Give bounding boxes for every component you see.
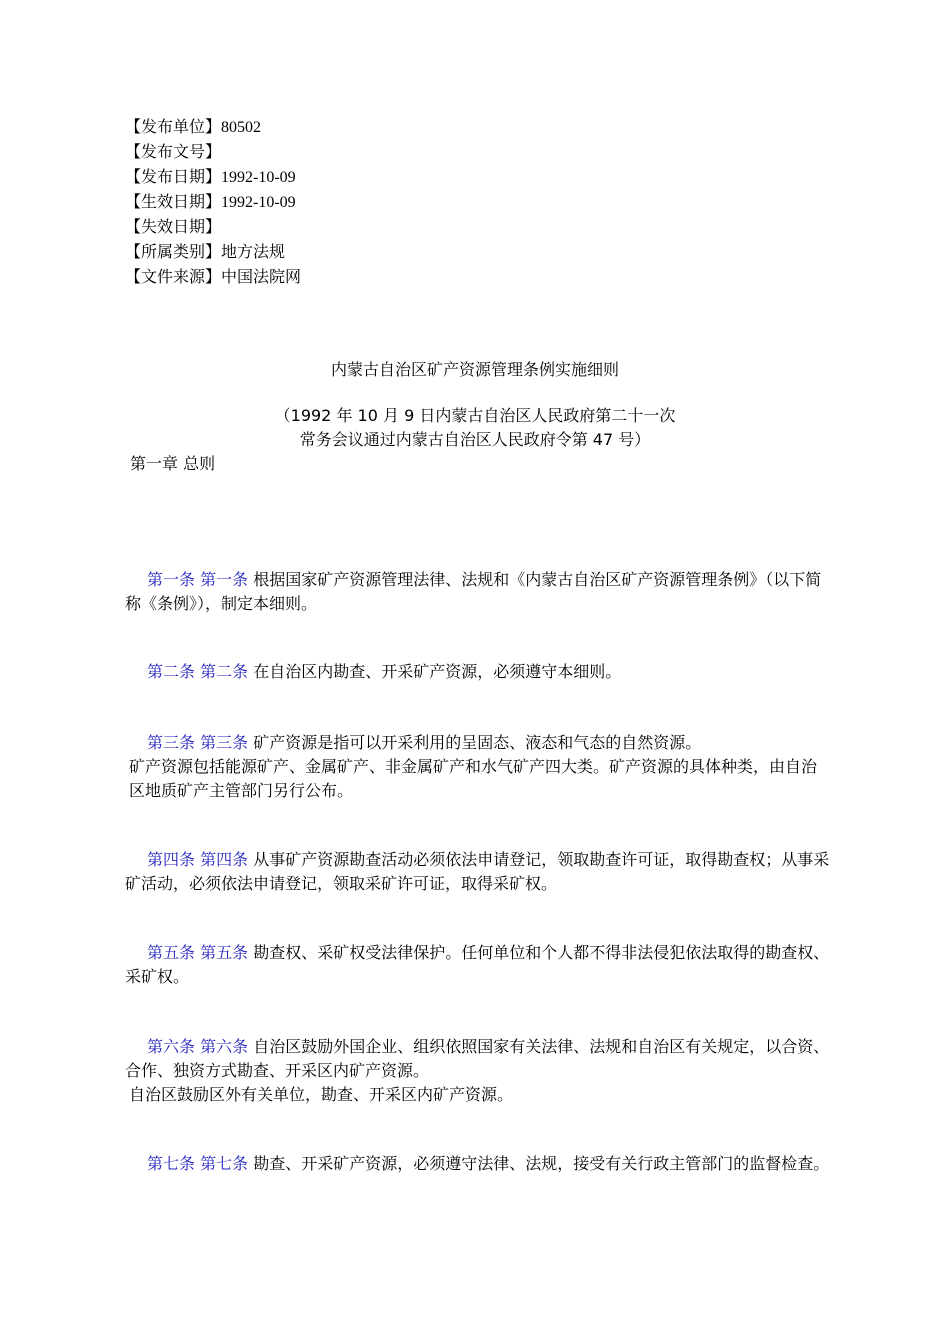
article-link[interactable]: 第三条: [147, 733, 196, 752]
chapter-heading: 第一章 总则: [130, 454, 216, 473]
meta-effective-date: 【生效日期】1992-10-09: [125, 192, 296, 211]
article-link[interactable]: 第六条: [147, 1037, 196, 1056]
article-link[interactable]: 第七条: [200, 1154, 249, 1173]
article-extra-paragraph: 自治区鼓励区外有关单位，勘查、开采区内矿产资源。: [129, 1085, 514, 1104]
article-5: [125, 941, 830, 989]
article-1: [125, 568, 830, 616]
article-4: [125, 848, 830, 896]
article-link[interactable]: 第七条: [147, 1154, 196, 1173]
meta-expiry-date: 【失效日期】: [125, 217, 222, 236]
article-link[interactable]: 第一条: [147, 570, 196, 589]
article-link[interactable]: 第五条: [200, 943, 249, 962]
meta-source: 【文件来源】中国法院网: [125, 267, 302, 286]
document-title: 内蒙古自治区矿产资源管理条例实施细则: [330, 360, 619, 379]
document-subtitle-line1: （1992 年 10 月 9 日内蒙古自治区人民政府第二十一次: [274, 406, 676, 425]
article-text: 从事矿产资源勘查活动必须依法申请登记，领取勘查许可证，取得勘查权；从事采矿活动，必须依法申请登记，领取采矿许可证，取得采矿权。: [125, 850, 830, 893]
article-3: [125, 731, 830, 803]
article-extra-paragraph: 矿产资源包括能源矿产、金属矿产、非金属矿产和水气矿产四大类。矿产资源的具体种类，由自治区地质矿产主管部门另行公布。: [129, 757, 818, 800]
article-2: [125, 660, 830, 684]
article-6: [125, 1035, 830, 1107]
article-link[interactable]: 第五条: [147, 943, 196, 962]
article-link[interactable]: 第三条: [200, 733, 249, 752]
article-7: [125, 1152, 830, 1176]
article-link[interactable]: 第一条: [200, 570, 249, 589]
article-text: 在自治区内勘查、开采矿产资源，必须遵守本细则。: [253, 662, 622, 681]
article-link[interactable]: 第二条: [200, 662, 249, 681]
meta-issuer: 【发布单位】80502: [125, 117, 262, 136]
article-link[interactable]: 第四条: [147, 850, 196, 869]
document-subtitle-line2: 常务会议通过内蒙古自治区人民政府令第 47 号）: [299, 430, 651, 449]
meta-publish-date: 【发布日期】1992-10-09: [125, 167, 296, 186]
article-text: 根据国家矿产资源管理法律、法规和《内蒙古自治区矿产资源管理条例》（以下简称《条例》），制定本细则。: [125, 570, 822, 613]
article-text: 勘查权、采矿权受法律保护。任何单位和个人都不得非法侵犯依法取得的勘查权、采矿权。: [125, 943, 830, 986]
article-link[interactable]: 第四条: [200, 850, 249, 869]
article-text: 勘查、开采矿产资源，必须遵守法律、法规，接受有关行政主管部门的监督检查。: [253, 1154, 830, 1173]
article-text: 矿产资源是指可以开采利用的呈固态、液态和气态的自然资源。: [253, 733, 702, 752]
meta-category: 【所属类别】地方法规: [125, 242, 286, 261]
meta-doc-number: 【发布文号】: [125, 142, 222, 161]
article-link[interactable]: 第二条: [147, 662, 196, 681]
article-text: 自治区鼓励外国企业、组织依照国家有关法律、法规和自治区有关规定，以合资、合作、独资方式勘查、开采区内矿产资源。: [125, 1037, 830, 1080]
article-link[interactable]: 第六条: [200, 1037, 249, 1056]
